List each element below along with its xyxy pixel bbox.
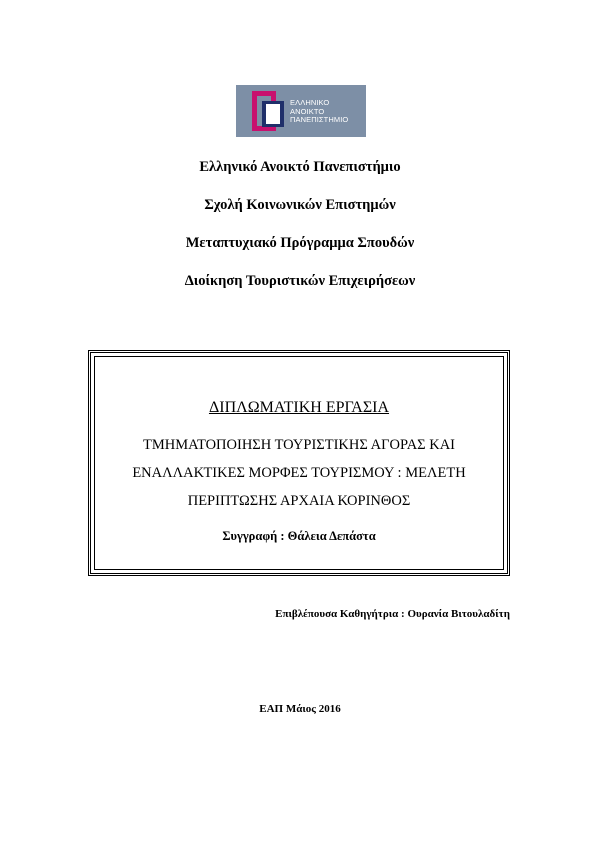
university-logo	[236, 85, 366, 137]
thesis-title-line-2: ΕΝΑΛΛΑΚΤΙΚΕΣ ΜΟΡΦΕΣ ΤΟΥΡΙΣΜΟΥ : ΜΕΛΕΤΗ	[132, 465, 466, 481]
thesis-type: ΔΙΠΛΩΜΑΤΙΚΗ ΕΡΓΑΣΙΑ	[208, 399, 390, 416]
logo-text	[290, 99, 362, 125]
thesis-title-box	[88, 350, 510, 576]
logo-line-2: ΑΝΟΙΚΤΟ	[290, 106, 325, 116]
logo-line-1: ΕΛΛΗΝΙΚΟ	[290, 98, 330, 107]
eap-logo-icon	[252, 91, 288, 131]
thesis-title-line-1: ΤΜΗΜΑΤΟΠΟΙΗΣΗ ΤΟΥΡΙΣΤΙΚΗΣ ΑΓΟΡΑΣ ΚΑΙ	[143, 437, 455, 453]
logo-line-3: ΠΑΝΕΠΙΣΤΗΜΙΟ	[290, 115, 349, 124]
university-name: Ελληνικό Ανοικτό Πανεπιστήμιο	[199, 159, 401, 175]
thesis-title-line-3: ΠΕΡΙΠΤΩΣΗΣ ΑΡΧΑΙΑ ΚΟΡΙΝΘΟΣ	[187, 493, 411, 509]
author: Συγγραφή : Θάλεια Δεπάστα	[222, 529, 376, 543]
thesis-title-box-inner	[94, 356, 504, 570]
footer-date: ΕΑΠ Μάιος 2016	[259, 703, 341, 715]
specialization-name: Διοίκηση Τουριστικών Επιχειρήσεων	[184, 273, 416, 289]
program-name: Μεταπτυχιακό Πρόγραμμα Σπουδών	[185, 235, 415, 251]
supervisor: Επιβλέπουσα Καθηγήτρια : Ουρανία Βιτουλαδίτη	[275, 608, 510, 620]
school-name: Σχολή Κοινωνικών Επιστημών	[204, 197, 396, 213]
